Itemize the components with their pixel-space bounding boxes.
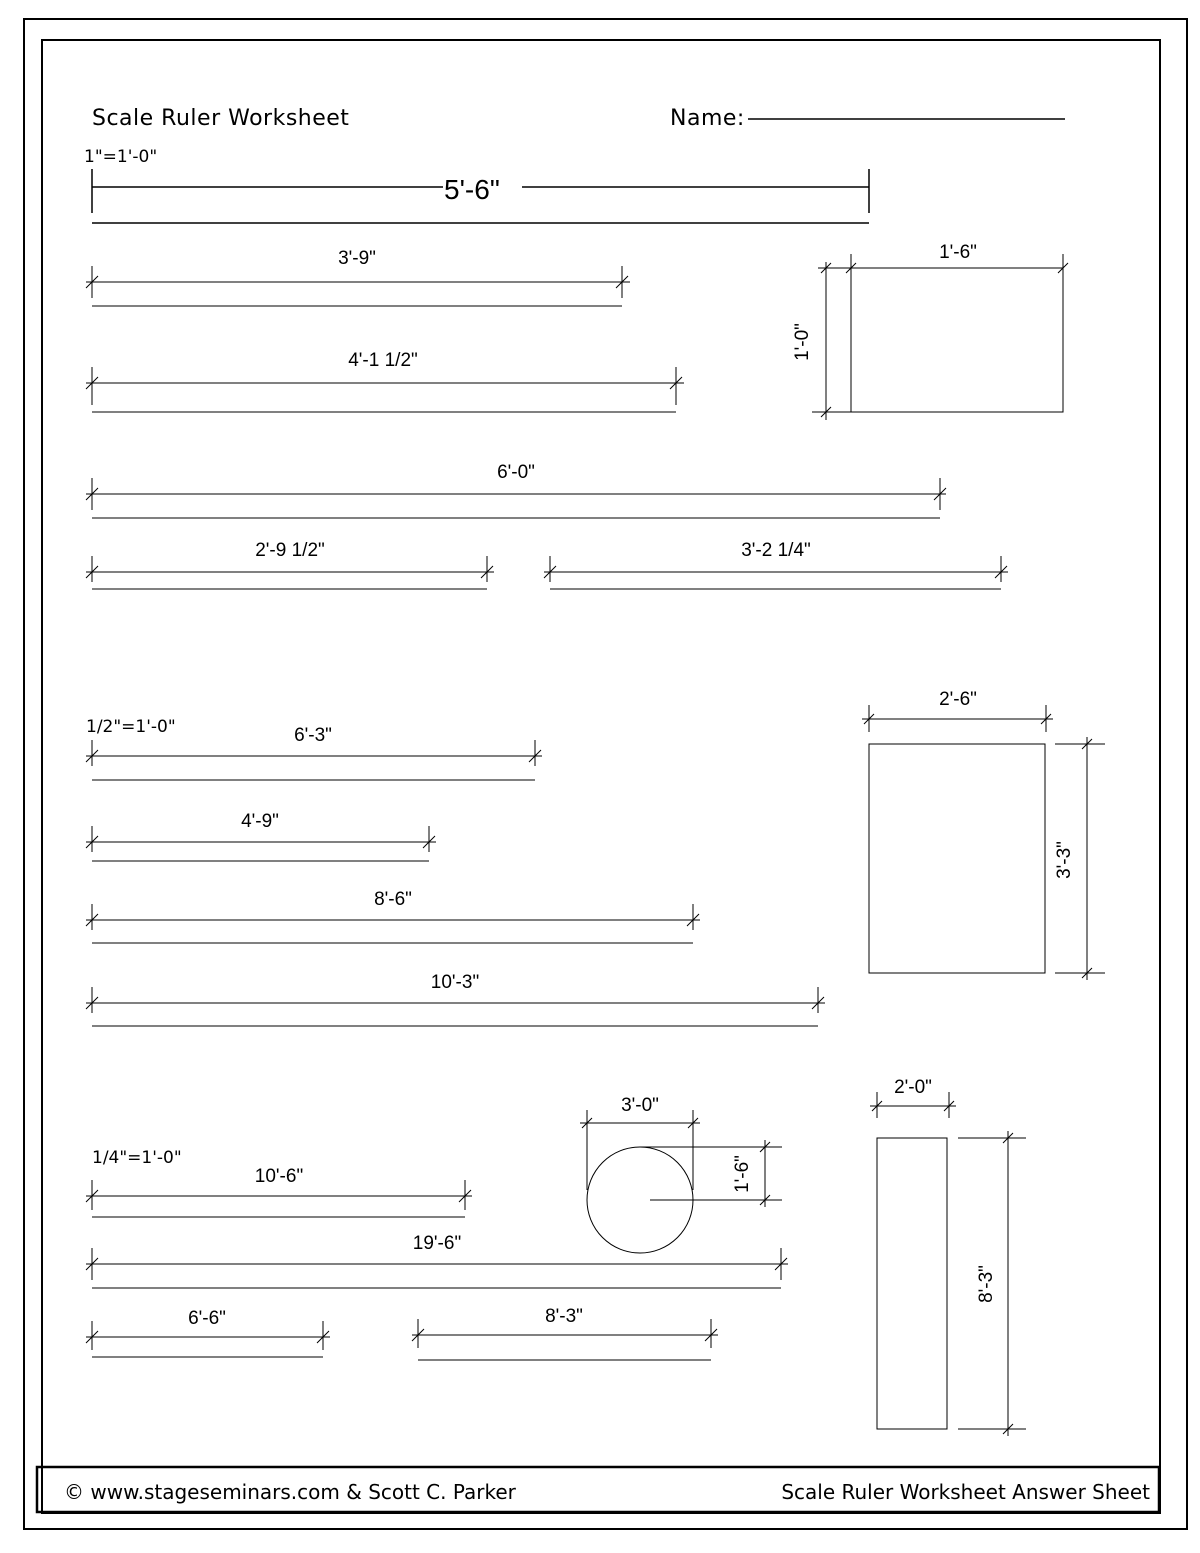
dimension-label: 6'-0" bbox=[497, 462, 535, 483]
scale-label-1: 1"=1'-0" bbox=[84, 147, 158, 167]
dimension-8-3 bbox=[412, 1306, 718, 1360]
rectangle-height-label: 1'-0" bbox=[792, 323, 813, 361]
dimension-4-9 bbox=[86, 811, 436, 861]
dimension-label: 19'-6" bbox=[412, 1233, 462, 1254]
rectangle-shape bbox=[851, 268, 1063, 412]
footer-sheet-title: Scale Ruler Worksheet Answer Sheet bbox=[781, 1480, 1150, 1504]
rectangle-width-label: 1'-6" bbox=[939, 242, 977, 263]
dimension-5-6 bbox=[92, 169, 869, 223]
dimension-10-6 bbox=[86, 1166, 472, 1217]
dimension-4-1-half bbox=[86, 350, 684, 412]
page-title: Scale Ruler Worksheet bbox=[92, 106, 350, 131]
dimension-3-2-quarter bbox=[544, 540, 1008, 589]
rectangle-width-label: 2'-0" bbox=[894, 1077, 932, 1098]
dimension-label: 6'-3" bbox=[294, 725, 332, 746]
dimension-6-6 bbox=[86, 1308, 330, 1357]
dimension-3-9 bbox=[86, 248, 630, 306]
dimension-label: 3'-2 1/4" bbox=[741, 540, 811, 561]
dimension-label: 6'-6" bbox=[188, 1308, 226, 1329]
dimension-label: 4'-9" bbox=[241, 811, 279, 832]
rectangle-2-0-by-8-3 bbox=[870, 1077, 1026, 1436]
circle-3-0 bbox=[580, 1095, 782, 1253]
circle-radius-label: 1'-6" bbox=[732, 1155, 753, 1193]
name-label: Name: bbox=[670, 106, 745, 131]
dimension-2-9-half bbox=[86, 540, 494, 589]
dimension-label: 8'-3" bbox=[545, 1306, 583, 1327]
rectangle-2-6-by-3-3 bbox=[862, 689, 1105, 980]
dimension-label: 5'-6" bbox=[444, 174, 500, 205]
dimension-6-0 bbox=[86, 462, 946, 518]
dimension-label: 2'-9 1/2" bbox=[255, 540, 325, 561]
scale-label-2: 1/2"=1'-0" bbox=[86, 717, 176, 737]
dimension-label: 3'-9" bbox=[338, 248, 376, 269]
dimension-10-3 bbox=[86, 972, 825, 1026]
dimension-8-6 bbox=[86, 889, 700, 943]
dimension-label: 8'-6" bbox=[374, 889, 412, 910]
rectangle-shape bbox=[877, 1138, 947, 1429]
footer-credit: © www.stageseminars.com & Scott C. Parker bbox=[64, 1480, 516, 1504]
outer-border bbox=[24, 19, 1187, 1529]
rectangle-shape bbox=[869, 744, 1045, 973]
dimension-label: 10'-6" bbox=[254, 1166, 304, 1187]
dimension-label: 10'-3" bbox=[430, 972, 480, 993]
rectangle-height-label: 8'-3" bbox=[976, 1265, 997, 1303]
dimension-19-6 bbox=[86, 1233, 788, 1288]
rectangle-width-label: 2'-6" bbox=[939, 689, 977, 710]
circle-diameter-label: 3'-0" bbox=[621, 1095, 659, 1116]
scale-label-3: 1/4"=1'-0" bbox=[92, 1148, 182, 1168]
rectangle-height-label: 3'-3" bbox=[1054, 841, 1075, 879]
rectangle-1-6-by-1-0 bbox=[792, 242, 1068, 420]
dimension-label: 4'-1 1/2" bbox=[348, 350, 418, 371]
